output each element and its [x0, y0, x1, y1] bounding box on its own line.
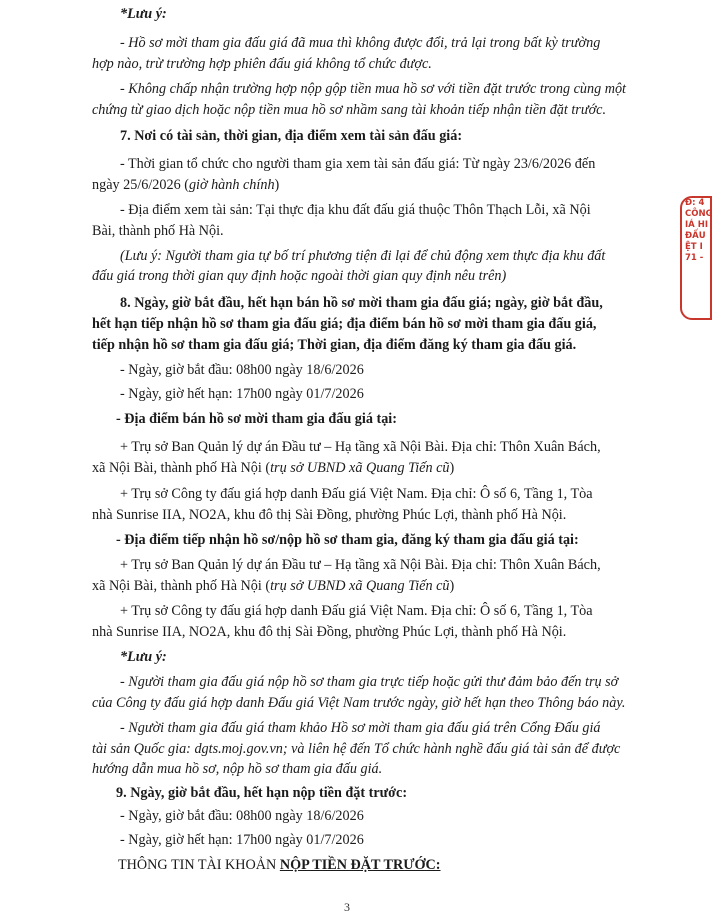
s8-note-2a	[120, 720, 601, 737]
s8-receive-2b	[92, 624, 566, 641]
s7-time-b	[92, 177, 279, 194]
s9-end-text: - Ngày, giờ hết hạn: 17h00 ngày 01/7/2026	[120, 832, 364, 848]
section-7-title	[120, 128, 462, 145]
stamp-line: CÔNG	[685, 209, 713, 219]
section-8-title-c	[92, 337, 576, 354]
section-8-title-b-text: hết hạn tiếp nhận hồ sơ tham gia đấu giá; địa điểm bán hồ sơ mời tham gia đấu giá,	[92, 316, 597, 332]
luu-y-heading-2-text: *Lưu ý:	[120, 649, 167, 665]
stamp-line: ỆT I	[685, 242, 703, 252]
s8-start	[120, 362, 364, 379]
s8-sale-2b-text: nhà Sunrise IIA, NO2A, khu đô thị Sài Đồng, phường Phúc Lợi, thành phố Hà Nội.	[92, 507, 567, 523]
luu-y-heading-2	[120, 649, 167, 666]
s7-note-a-text: (Lưu ý: Người tham gia tự bố trí phương tiện đi lại để chủ động xem thực địa khu đất	[120, 248, 606, 264]
s8-receive-1b-italic: trụ sở UBND xã Quang Tiến cũ	[270, 578, 450, 594]
account-info-prefix: THÔNG TIN TÀI KHOẢN	[118, 857, 280, 873]
account-info-underlined: NỘP TIỀN ĐẶT TRƯỚC:	[279, 857, 441, 873]
s7-time-b-text: ngày 25/6/2026 (	[92, 177, 189, 193]
s7-note-a	[120, 248, 605, 265]
section-8-title-a	[120, 295, 603, 312]
section-7-title-text: 7. Nơi có tài sản, thời gian, địa điểm xem tài sản đấu giá:	[120, 128, 463, 144]
s8-sale-1a-text: + Trụ sở Ban Quản lý dự án Đầu tư – Hạ tầng xã Nội Bài. Địa chỉ: Thôn Xuân Bách,	[120, 439, 601, 455]
s8-sale-1b-italic: trụ sở UBND xã Quang Tiến cũ	[270, 460, 450, 476]
section-8-title-b	[92, 316, 596, 333]
s8-note-1a-text: - Người tham gia đấu giá nộp hồ sơ tham gia trực tiếp hoặc gửi thư đảm bảo đến trụ sở	[120, 674, 619, 690]
s8-receive-1a	[120, 557, 601, 574]
stamp-line: 71 -	[685, 253, 704, 263]
s8-sale-heading	[116, 411, 397, 428]
section-8-title-a-text: 8. Ngày, giờ bắt đầu, hết hạn bán hồ sơ mời tham gia đấu giá; ngày, giờ bắt đầu,	[120, 295, 603, 311]
s8-receive-2b-text: nhà Sunrise IIA, NO2A, khu đô thị Sài Đồng, phường Phúc Lợi, thành phố Hà Nội.	[92, 624, 567, 640]
s8-sale-heading-text: - Địa điểm bán hồ sơ mời tham gia đấu giá tại:	[116, 411, 397, 427]
s8-receive-1b	[92, 578, 454, 595]
note-1a-text: - Hồ sơ mời tham gia đấu giá đã mua thì không được đổi, trả lại trong bất kỳ trường	[120, 35, 601, 51]
section-9-title-text: 9. Ngày, giờ bắt đầu, hết hạn nộp tiền đặt trước:	[116, 785, 408, 801]
s9-start	[120, 808, 364, 825]
s8-end-text: - Ngày, giờ hết hạn: 17h00 ngày 01/7/2026	[120, 386, 364, 402]
s8-note-1a	[120, 674, 618, 691]
s7-location-a	[120, 202, 591, 219]
s8-note-2b	[92, 741, 620, 758]
note-2b-text: chứng từ giao dịch hoặc nộp tiền mua hồ sơ nhầm sang tài khoản tiếp nhận tiền đặt trước.	[92, 102, 606, 118]
note-2a	[120, 81, 626, 98]
s8-note-2c-text: hướng dẫn mua hồ sơ, nộp hồ sơ tham gia đấu giá.	[92, 761, 383, 777]
stamp-line: ĐẤU	[685, 231, 706, 241]
s7-location-b	[92, 223, 224, 240]
luu-y-heading-1-text: *Lưu ý:	[120, 6, 167, 22]
s8-note-1b	[92, 695, 625, 712]
s8-note-2b-text: tài sản Quốc gia: dgts.moj.gov.vn; và liên hệ đến Tổ chức hành nghề đấu giá tài sản để được	[92, 741, 621, 757]
s7-note-b-text: đấu giá trong thời gian quy định hoặc ngoài thời gian quy định nêu trên)	[92, 268, 507, 284]
s8-receive-1b-tail: )	[449, 578, 455, 594]
s8-start-text: - Ngày, giờ bắt đầu: 08h00 ngày 18/6/2026	[120, 362, 364, 378]
s8-note-2c	[92, 761, 382, 778]
page-number: 3	[344, 900, 350, 914]
s8-end	[120, 386, 364, 403]
s8-note-2a-text: - Người tham gia đấu giá tham khảo Hồ sơ mời tham gia đấu giá trên Cổng Đấu giá	[120, 720, 601, 736]
note-1b-text: hợp nào, trừ trường hợp phiên đấu giá không tổ chức được.	[92, 56, 432, 72]
stamp-line: Đ: 4	[685, 198, 705, 208]
s9-start-text: - Ngày, giờ bắt đầu: 08h00 ngày 18/6/2026	[120, 808, 364, 824]
section-8-title-c-text: tiếp nhận hồ sơ tham gia đấu giá; Thời gian, địa điểm đăng ký tham gia đấu giá.	[92, 337, 577, 353]
s8-sale-2b	[92, 507, 566, 524]
s8-receive-1b-text: xã Nội Bài, thành phố Hà Nội (	[92, 578, 271, 594]
s7-time-a	[120, 156, 595, 173]
s8-sale-1a	[120, 439, 601, 456]
s8-sale-1b-text: xã Nội Bài, thành phố Hà Nội (	[92, 460, 271, 476]
s7-location-b-text: Bài, thành phố Hà Nội.	[92, 223, 224, 239]
note-2b	[92, 102, 606, 119]
luu-y-heading-1	[120, 6, 167, 23]
s8-sale-2a-text: + Trụ sở Công ty đấu giá hợp danh Đấu giá Việt Nam. Địa chỉ: Ô số 6, Tầng 1, Tòa	[120, 486, 593, 502]
section-9-title	[116, 785, 407, 802]
s8-receive-heading	[116, 532, 579, 549]
note-1a	[120, 35, 600, 52]
note-2a-text: - Không chấp nhận trường hợp nộp gộp tiền mua hồ sơ với tiền đặt trước trong cùng một	[120, 81, 626, 97]
red-stamp	[680, 196, 712, 320]
s8-receive-heading-text: - Địa điểm tiếp nhận hồ sơ/nộp hồ sơ tham gia, đăng ký tham gia đấu giá tại:	[116, 532, 579, 548]
s8-receive-2a	[120, 603, 593, 620]
s7-location-a-text: - Địa điểm xem tài sản: Tại thực địa khu đất đấu giá thuộc Thôn Thạch Lỗi, xã Nội	[120, 202, 591, 218]
account-info-heading	[118, 857, 441, 874]
stamp-line: IÁ HI	[685, 220, 708, 230]
s7-time-b-tail: )	[274, 177, 280, 193]
s7-time-a-text: - Thời gian tổ chức cho người tham gia xem tài sản đấu giá: Từ ngày 23/6/2026 đến	[120, 156, 596, 172]
s8-note-1b-text: của Công ty đấu giá hợp danh Đấu giá Việt Nam trước ngày, giờ hết hạn theo Thông báo này.	[92, 695, 626, 711]
s8-receive-2a-text: + Trụ sở Công ty đấu giá hợp danh Đấu giá Việt Nam. Địa chỉ: Ô số 6, Tầng 1, Tòa	[120, 603, 593, 619]
s7-note-b	[92, 268, 506, 285]
s9-end	[120, 832, 364, 849]
s8-sale-1b-tail: )	[449, 460, 455, 476]
note-1b	[92, 56, 432, 73]
s8-sale-2a	[120, 486, 593, 503]
s8-sale-1b	[92, 460, 454, 477]
s8-receive-1a-text: + Trụ sở Ban Quản lý dự án Đầu tư – Hạ tầng xã Nội Bài. Địa chỉ: Thôn Xuân Bách,	[120, 557, 601, 573]
s7-time-b-italic: giờ hành chính	[188, 177, 275, 193]
